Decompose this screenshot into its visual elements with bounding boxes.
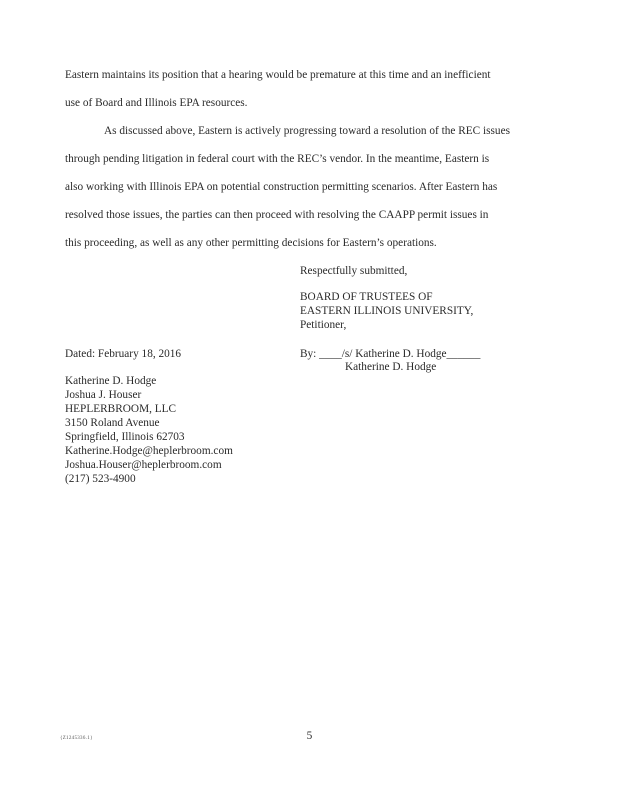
counsel-line: Springfield, Illinois 62703: [65, 431, 185, 443]
counsel-line: Joshua J. Houser: [65, 389, 142, 401]
counsel-line: HEPLERBROOM, LLC: [65, 403, 177, 415]
body-line: this proceeding, as well as any other permitting decisions for Eastern’s operations.: [65, 237, 437, 249]
counsel-line: Katherine D. Hodge: [65, 375, 157, 387]
signer-name: Katherine D. Hodge: [345, 361, 437, 373]
party-line: BOARD OF TRUSTEES OF: [300, 291, 433, 303]
by-label: By:: [300, 348, 317, 360]
party-line: EASTERN ILLINOIS UNIVERSITY,: [300, 305, 474, 317]
signature-party: [300, 290, 473, 332]
body-line: also working with Illinois EPA on potential construction permitting scenarios. After Eastern has: [65, 181, 498, 193]
signature-by: [300, 347, 480, 361]
counsel-line: Joshua.Houser@heplerbroom.com: [65, 459, 222, 471]
body-line: As discussed above, Eastern is actively progressing toward a resolution of the REC issues: [104, 125, 510, 137]
counsel-line: Katherine.Hodge@heplerbroom.com: [65, 445, 233, 457]
party-role: Petitioner,: [300, 319, 347, 331]
body-line: through pending litigation in federal court with the REC’s vendor. In the meantime, Eastern is: [65, 153, 490, 165]
counsel-line: 3150 Roland Avenue: [65, 417, 160, 429]
body-line: use of Board and Illinois EPA resources.: [65, 97, 248, 109]
dated-line: Dated: February 18, 2016: [65, 348, 182, 360]
document-id: {Z1245336.1}: [60, 736, 93, 741]
counsel-block: [65, 374, 233, 486]
body-line: resolved those issues, the parties can then proceed with resolving the CAAPP permit issues in: [65, 209, 489, 221]
body-line: Eastern maintains its position that a hearing would be premature at this time and an inefficient: [65, 69, 491, 81]
signature-closing: Respectfully submitted,: [300, 265, 408, 277]
electronic-signature: ____/s/ Katherine D. Hodge______: [319, 348, 481, 360]
page-number: 5: [306, 730, 313, 742]
counsel-line: (217) 523-4900: [65, 473, 136, 485]
